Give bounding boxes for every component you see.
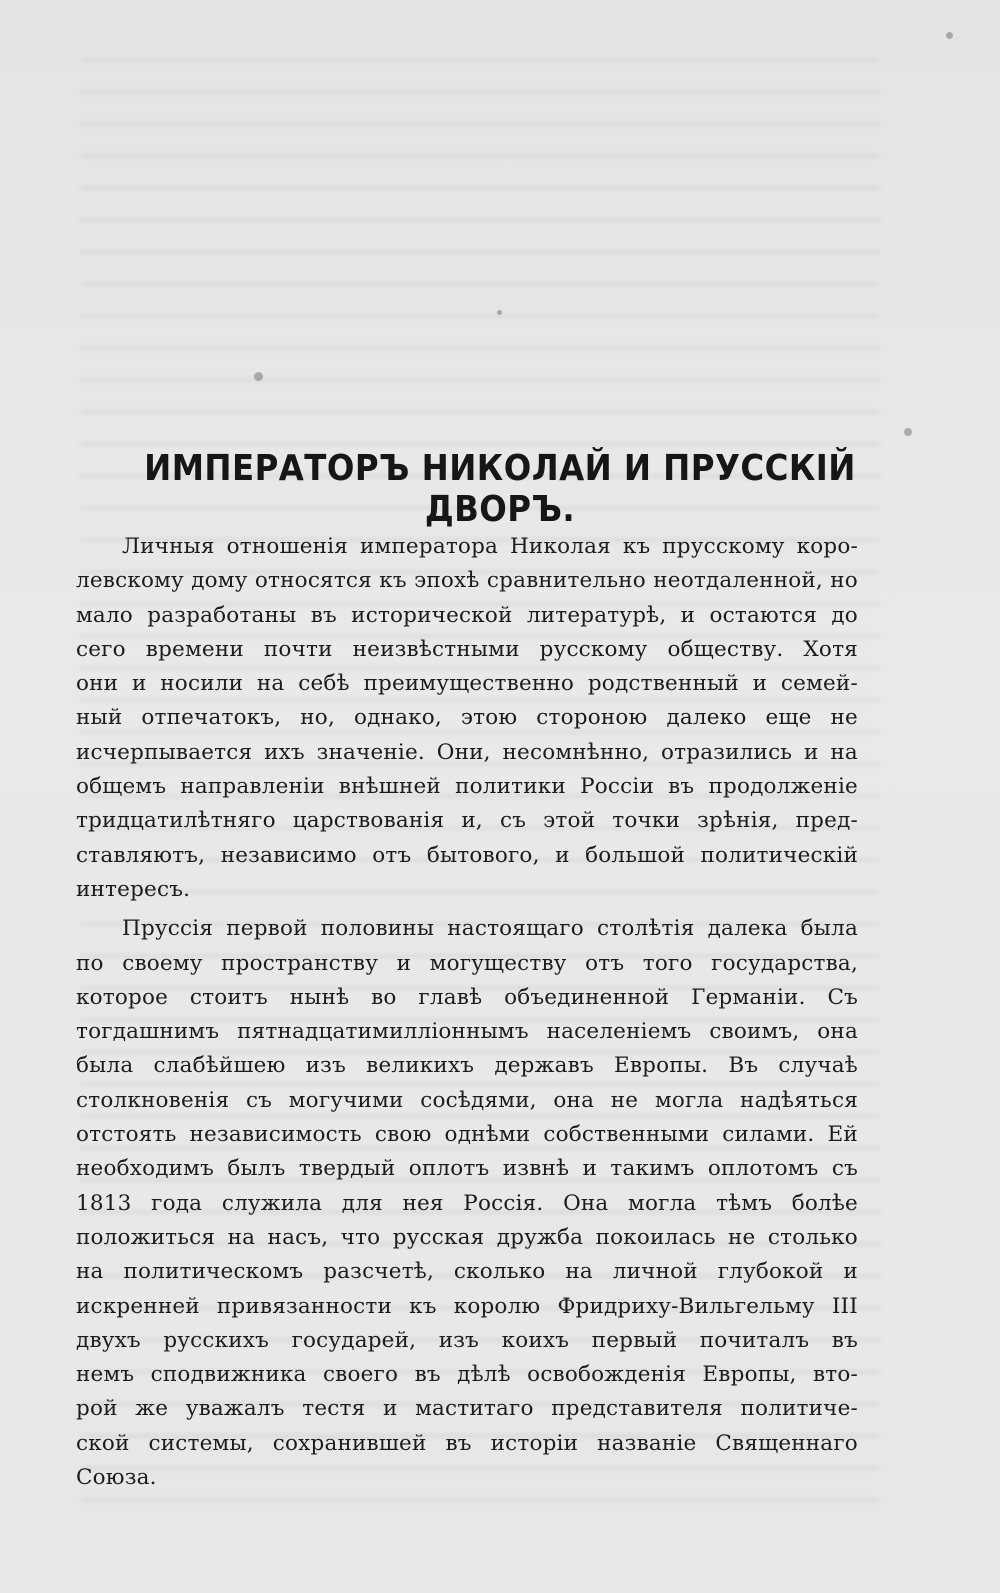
- text-line: исчерпывается ихъ значеніе. Они, несомнѣнно, отразились и на: [76, 739, 858, 765]
- text-line: немъ сподвижника своего въ дѣлѣ освобожденія Европы, вто-: [76, 1362, 858, 1388]
- text-line: ской системы, сохранившей въ исторіи названіе Священнаго: [76, 1430, 858, 1456]
- text-line: искренней привязанности къ королю Фридриху-Вильгельму III: [76, 1293, 858, 1319]
- text-line: ставляютъ, независимо отъ бытового, и большой политическій: [76, 842, 858, 868]
- text-line: рой же уважалъ тестя и маститаго представителя политиче-: [76, 1396, 858, 1422]
- text-line: мало разработаны въ исторической литературѣ, и остаются до: [76, 602, 858, 628]
- text-line: необходимъ былъ твердый оплотъ извнѣ и такимъ оплотомъ съ: [76, 1156, 858, 1182]
- ink-spot: [254, 372, 263, 381]
- text-line: они и носили на себѣ преимущественно родственный и семей-: [76, 671, 858, 697]
- text-line: столкновенія съ могучими сосѣдями, она не могла надѣяться: [76, 1087, 858, 1113]
- paragraph-2: [76, 912, 858, 1495]
- text-line: Личныя отношенія императора Николая къ прусскому коро-: [122, 534, 858, 559]
- text-line: на политическомъ разсчетѣ, сколько на личной глубокой и: [76, 1259, 858, 1285]
- text-line: тогдашнимъ пятнадцатимилліоннымъ населеніемъ своимъ, она: [76, 1019, 858, 1045]
- text-line: по своему пространству и могуществу отъ того государства,: [76, 950, 858, 976]
- text-line: сего времени почти неизвѣстными русскому обществу. Хотя: [76, 636, 858, 662]
- ink-spot: [904, 428, 912, 436]
- text-line: двухъ русскихъ государей, изъ коихъ первый почиталъ въ: [76, 1327, 858, 1353]
- text-line: левскому дому относятся къ эпохѣ сравнительно неотдаленной, но: [76, 568, 858, 594]
- text-line: отстоять независимость свою однѣми собственными силами. Ей: [76, 1122, 858, 1148]
- text-line: общемъ направленіи внѣшней политики Россіи въ продолженіе: [76, 774, 858, 800]
- ink-spot: [497, 310, 502, 315]
- text-line: была слабѣйшею изъ великихъ державъ Европы. Въ случаѣ: [76, 1053, 858, 1079]
- text-line: 1813 года служила для нея Россія. Она могла тѣмъ болѣе: [76, 1190, 858, 1216]
- text-line: которое стоитъ нынѣ во главѣ объединенной Германіи. Съ: [76, 984, 858, 1010]
- text-line: ный отпечатокъ, но, однако, этою стороною далеко еще не: [76, 705, 858, 731]
- chapter-title: ИМПЕРАТОРЪ НИКОЛАЙ И ПРУССКІЙ ДВОРЪ.: [144, 448, 856, 530]
- text-line: Пруссія первой половины настоящаго столѣтія далека была: [122, 916, 858, 942]
- paragraph-1: [76, 530, 858, 907]
- text-line: интересъ.: [76, 876, 191, 902]
- text-line: положиться на насъ, что русская дружба покоилась не столько: [76, 1224, 858, 1250]
- ink-spot: [946, 32, 953, 39]
- body-text: [76, 530, 858, 1495]
- text-line: Союза.: [76, 1465, 157, 1491]
- text-line: тридцатилѣтняго царствованія и, съ этой точки зрѣнія, пред-: [76, 808, 858, 834]
